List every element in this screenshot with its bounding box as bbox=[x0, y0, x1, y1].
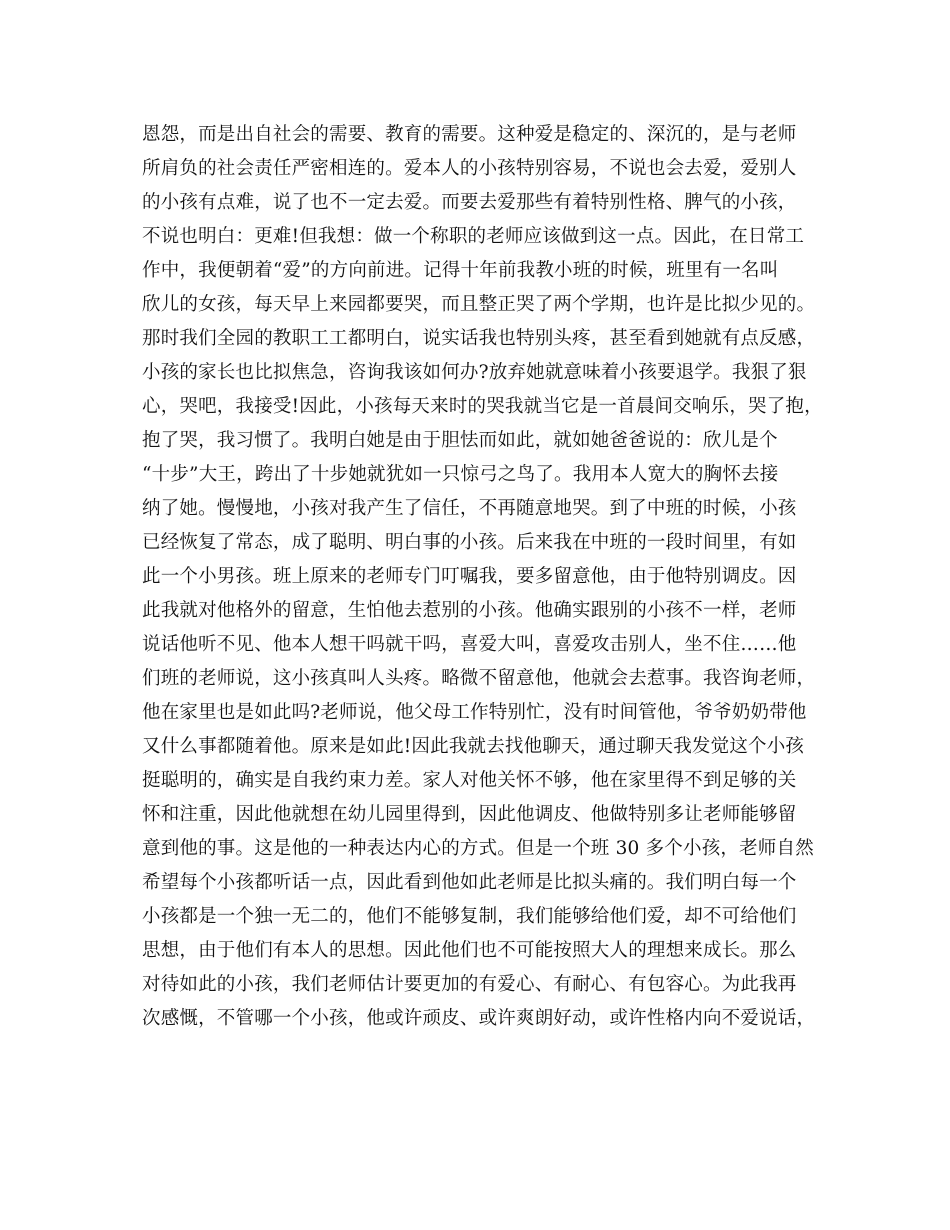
text-line: 意到他的事。这是他的一种表达内心的方式。但是一个班 30 多个小孩，老师自然 bbox=[142, 838, 814, 859]
text-line: 说话他听不见、他本人想干吗就干吗，喜爱大叫，喜爱攻击别人，坐不住……他 bbox=[142, 634, 797, 655]
text-line: 此一个小男孩。班上原来的老师专门叮嘱我，要多留意他，由于他特别调皮。因 bbox=[142, 566, 797, 587]
text-line: 们班的老师说，这小孩真叫人头疼。略微不留意他，他就会去惹事。我咨询老师， bbox=[142, 668, 816, 689]
text-line: 小孩都是一个独一无二的，他们不能够复制，我们能够给他们爱，却不可给他们 bbox=[142, 906, 797, 927]
text-line: 的小孩有点难，说了也不一定去爱。而要去爱那些有着特别性格、脾气的小孩， bbox=[142, 192, 797, 213]
text-line: 思想，由于他们有本人的思想。因此他们也不可能按照大人的理想来成长。那么 bbox=[142, 940, 797, 961]
text-line: 他在家里也是如此吗?老师说，他父母工作特别忙，没有时间管他，爷爷奶奶带他 bbox=[142, 702, 807, 723]
body-text bbox=[142, 118, 822, 1036]
text-line: 对待如此的小孩，我们老师估计要更加的有爱心、有耐心、有包容心。为此我再 bbox=[142, 974, 797, 995]
text-line: 此我就对他格外的留意，生怕他去惹别的小孩。他确实跟别的小孩不一样，老师 bbox=[142, 600, 797, 621]
text-line: 那时我们全园的教职工工都明白，说实话我也特别头疼，甚至看到她就有点反感， bbox=[142, 328, 816, 349]
text-line: 抱了哭，我习惯了。我明白她是由于胆怯而如此，就如她爸爸说的：欣儿是个 bbox=[142, 430, 778, 451]
text-line: 怀和注重，因此他就想在幼儿园里得到，因此他调皮、他做特别多让老师能够留 bbox=[142, 804, 797, 825]
text-line: 不说也明白：更难!但我想：做一个称职的老师应该做到这一点。因此，在日常工 bbox=[142, 226, 805, 247]
text-line: 纳了她。慢慢地，小孩对我产生了信任，不再随意地哭。到了中班的时候，小孩 bbox=[142, 498, 797, 519]
text-line: 希望每个小孩都听话一点，因此看到他如此老师是比拟头痛的。我们明白每一个 bbox=[142, 872, 797, 893]
text-line: 又什么事都随着他。原来是如此!因此我就去找他聊天，通过聊天我发觉这个小孩 bbox=[142, 736, 805, 757]
text-line: 已经恢复了常态，成了聪明、明白事的小孩。后来我在中班的一段时间里，有如 bbox=[142, 532, 797, 553]
text-line: 心，哭吧，我接受!因此，小孩每天来时的哭我就当它是一首晨间交响乐，哭了抱， bbox=[142, 396, 823, 417]
text-line: 所肩负的社会责任严密相连的。爱本人的小孩特别容易，不说也会去爱，爱别人 bbox=[142, 158, 797, 179]
text-line: 次感慨，不管哪一个小孩，他或许顽皮、或许爽朗好动，或许性格内向不爱说话， bbox=[142, 1008, 816, 1029]
text-line: 恩怨，而是出自社会的需要、教育的需要。这种爱是稳定的、深沉的，是与老师 bbox=[142, 124, 797, 145]
text-line: 作中，我便朝着“爱”的方向前进。记得十年前我教小班的时候，班里有一名叫 bbox=[142, 260, 779, 281]
text-line: “十步”大王，跨出了十步她就犹如一只惊弓之鸟了。我用本人宽大的胸怀去接 bbox=[142, 464, 779, 485]
text-line: 欣儿的女孩，每天早上来园都要哭，而且整正哭了两个学期，也许是比拟少见的。 bbox=[142, 294, 816, 315]
text-line: 小孩的家长也比拟焦急，咨询我该如何办?放弃她就意味着小孩要退学。我狠了狠 bbox=[142, 362, 807, 383]
text-line: 挺聪明的，确实是自我约束力差。家人对他关怀不够，他在家里得不到足够的关 bbox=[142, 770, 797, 791]
